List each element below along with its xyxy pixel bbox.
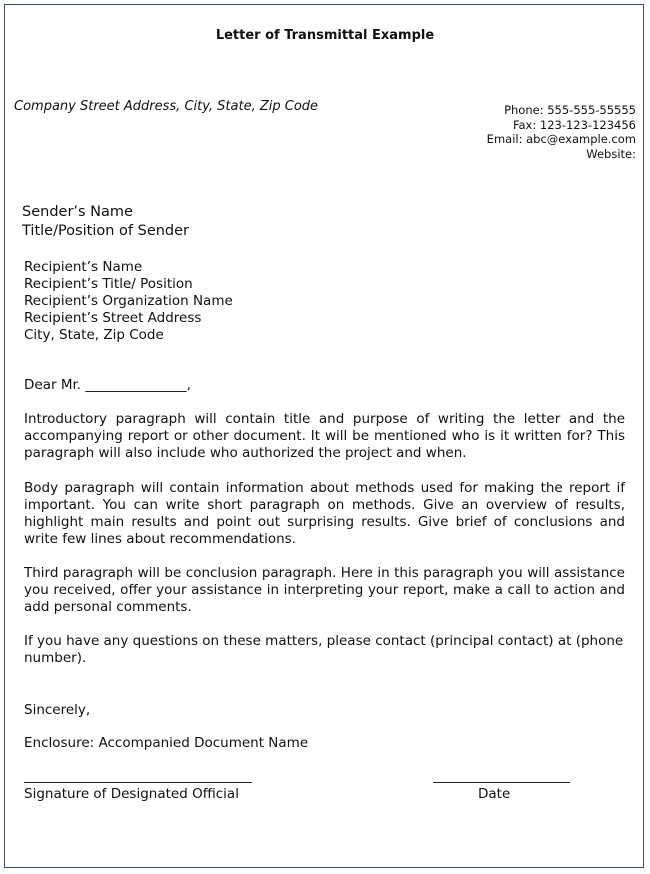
paragraph-conclusion: Third paragraph will be conclusion paragraph. Here in this paragraph you will assistance you received, offer your assistance in interpreting your report, make a call to action and add personal comments.: [24, 565, 625, 615]
paragraph-contact: If you have any questions on these matters, please contact (principal contact) at (phone number).: [24, 633, 624, 666]
contact-phone: Phone: 555-555-55555: [504, 103, 636, 117]
signature-line: [24, 782, 252, 783]
recipient-title: Recipient’s Title/ Position: [24, 276, 193, 292]
paragraph-body: Body paragraph will contain information about methods used for making the report if important. You can write short paragraph on methods. Give an overview of results, highlight main results and point out surprising results. Give brief of conclusions and write few lines about recommendations.: [24, 480, 625, 547]
contact-fax: Fax: 123-123-123456: [512, 117, 636, 132]
sender-block: [22, 203, 189, 241]
date-line: [433, 782, 570, 783]
recipient-street: Recipient’s Street Address: [24, 310, 202, 326]
sender-name: Sender’s Name: [22, 204, 133, 220]
contact-website: Website:: [586, 146, 636, 161]
contact-email: Email: abc@example.com: [486, 132, 636, 146]
recipient-organization: Recipient’s Organization Name: [24, 293, 233, 309]
greeting: Dear Mr. _______________,: [24, 377, 191, 393]
signature-label: Signature of Designated Official: [24, 786, 239, 802]
date-label: Date: [478, 786, 511, 802]
paragraph-introduction: Introductory paragraph will contain title and purpose of writing the letter and the accompanying report or other document. It will be mentioned who is it written for? This paragraph will also include who authorized the project and when.: [24, 411, 625, 461]
enclosure: Enclosure: Accompanied Document Name: [24, 735, 309, 751]
document-title: Letter of Transmittal Example: [215, 28, 435, 43]
contact-block: [487, 103, 636, 161]
recipient-city: City, State, Zip Code: [24, 327, 164, 343]
recipient-block: [24, 259, 233, 344]
closing: Sincerely,: [24, 702, 91, 718]
company-address: Company Street Address, City, State, Zip Code: [14, 99, 319, 114]
sender-title: Title/Position of Sender: [22, 223, 190, 239]
recipient-name: Recipient’s Name: [24, 259, 143, 275]
